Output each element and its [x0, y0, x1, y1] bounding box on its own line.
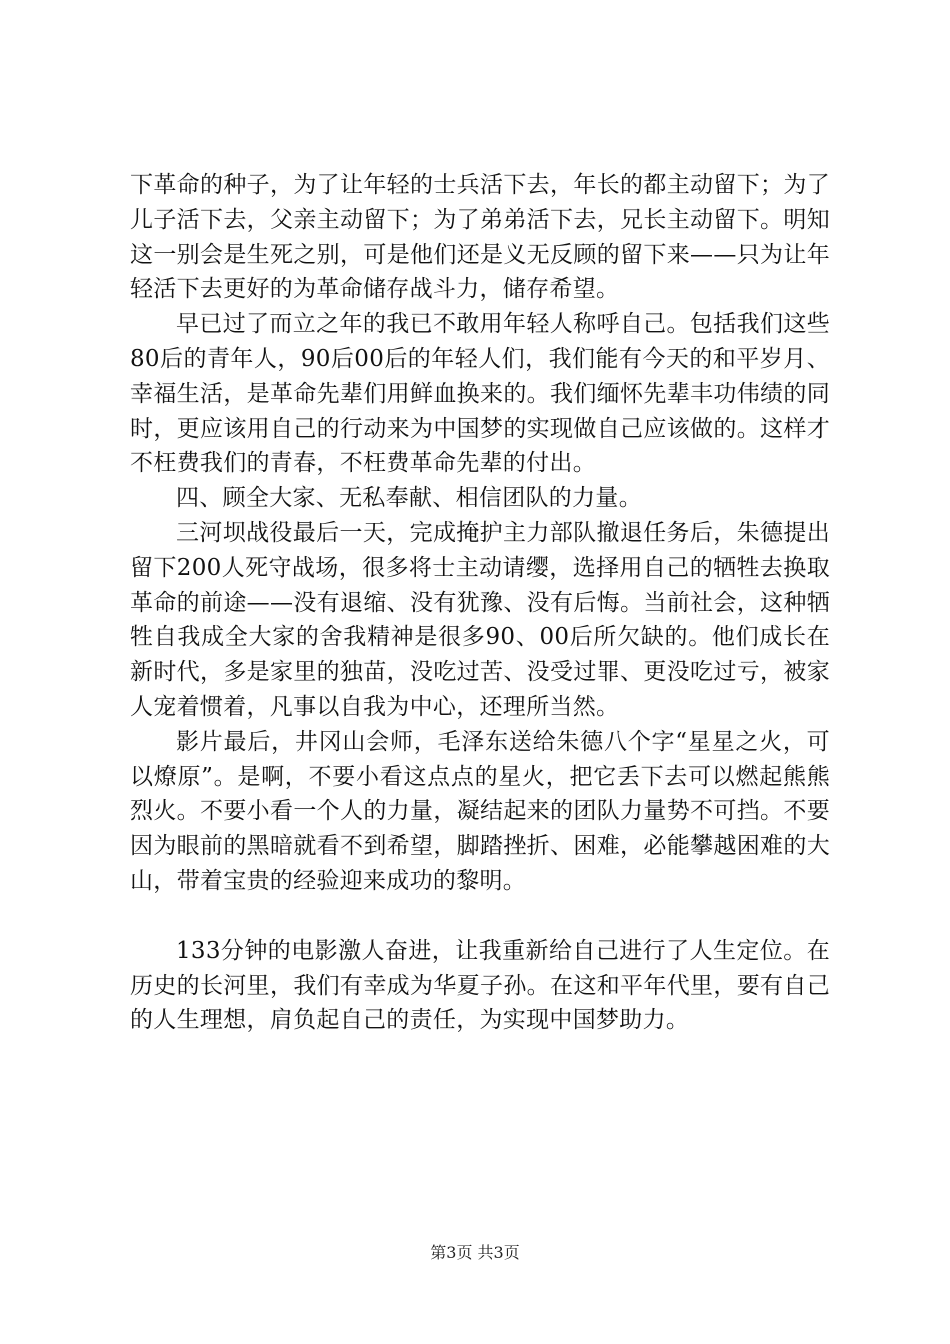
page-number-label: 第3页 共3页	[430, 1243, 520, 1262]
page-footer	[0, 1243, 950, 1263]
paragraph-sanheba-battle: 三河坝战役最后一天，完成掩护主力部队撤退任务后，朱德提出留下200人死守战场，很多将士主动请缨，选择用自己的牺牲去换取革命的前途——没有退缩、没有犹豫、没有后悔。当前社会，这种牺牲自我成全大家的舍我精神是很多90、00后所欠缺的。他们成长在新时代，多是家里的独苗，没吃过苦、没受过罪、更没吃过亏，被家人宠着惯着，凡事以自我为中心，还理所当然。	[130, 519, 830, 720]
document-body	[130, 168, 830, 1038]
paragraph-continuation: 下革命的种子，为了让年轻的士兵活下去，年长的都主动留下；为了儿子活下去，父亲主动留下；为了弟弟活下去，兄长主动留下。明知这一别会是生死之别，可是他们还是义无反顾的留下来——只为让年轻活下去更好的为革命储存战斗力，储存希望。	[130, 172, 830, 303]
paragraph-conclusion: 133分钟的电影激人奋进，让我重新给自己进行了人生定位。在历史的长河里，我们有幸成为华夏子孙。在这和平年代里，要有自己的人生理想，肩负起自己的责任，为实现中国梦助力。	[130, 937, 830, 1034]
section-heading-four: 四、顾全大家、无私奉献、相信团队的力量。	[176, 485, 642, 512]
paragraph-youth: 早已过了而立之年的我已不敢用年轻人称呼自己。包括我们这些80后的青年人，90后00后的年轻人们，我们能有今天的和平岁月、幸福生活，是革命先辈们用鲜血换来的。我们缅怀先辈丰功伟绩的同时，更应该用自己的行动来为中国梦的实现做自己应该做的。这样才不枉费我们的青春，不枉费革命先辈的付出。	[130, 311, 830, 477]
paragraph-film-ending: 影片最后，井冈山会师，毛泽东送给朱德八个字“星星之火，可以燎原”。是啊，不要小看这点点的星火，把它丢下去可以燃起熊熊烈火。不要小看一个人的力量，凝结起来的团队力量势不可挡。不要因为眼前的黑暗就看不到希望，脚踏挫折、困难，必能攀越困难的大山，带着宝贵的经验迎来成功的黎明。	[130, 728, 830, 894]
